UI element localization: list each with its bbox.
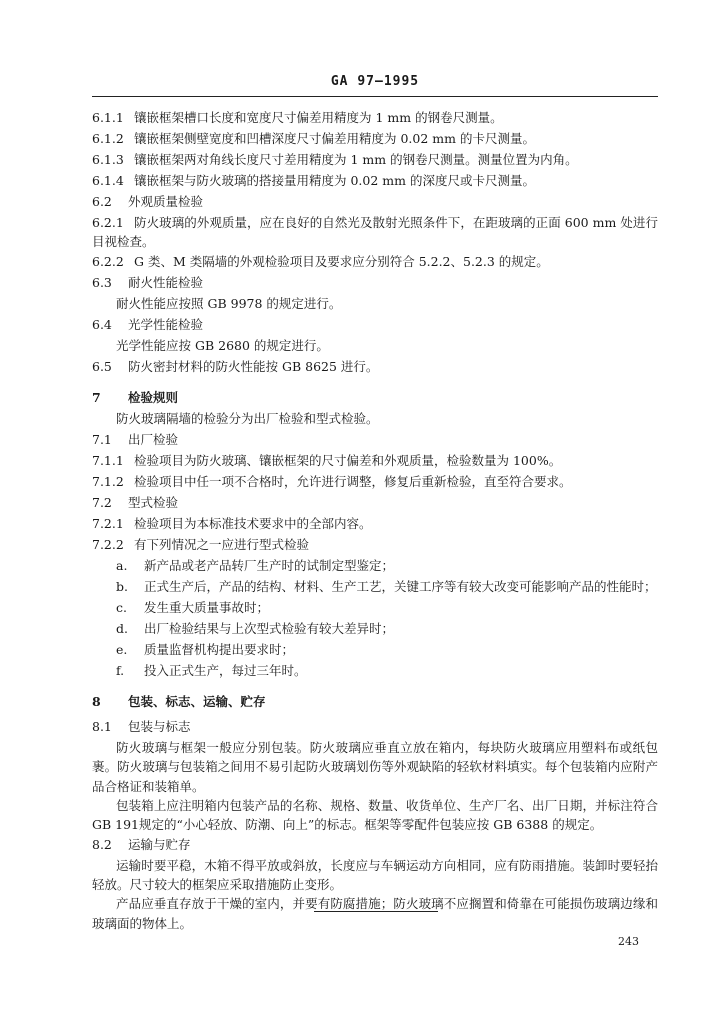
list-item-c: c. 发生重大质量事故时；: [116, 599, 270, 615]
clause-8-2-para-2: 产品应垂直存放于干燥的室内，并要有防腐措施；防火玻璃不应搁置和倚靠在可能损伤玻璃边缘和玻璃面的物体上。: [92, 896, 658, 931]
clause-7-1-1: 7.1.1 检验项目为防火玻璃、镶嵌框架的尺寸偏差和外观质量，检验数量为 100%。: [92, 452, 562, 468]
clause-6-1-4: 6.1.4 镶嵌框架与防火玻璃的搭接量用精度为 0.02 mm 的深度尺或卡尺测量。: [92, 173, 535, 188]
footer-rule: [314, 911, 438, 912]
list-item-d: d. 出厂检验结果与上次型式检验有较大差异时；: [116, 620, 395, 636]
list-item-e: e. 质量监督机构提出要求时；: [116, 641, 295, 657]
list-item-f: f. 投入正式生产，每过三年时。: [116, 662, 307, 678]
list-item-a: a. 新产品或老产品转厂生产时的试制定型鉴定；: [116, 557, 395, 573]
list-item-b: b. 正式生产后，产品的结构、材料、生产工艺，关键工序等有较大改变可能影响产品的性能时；: [116, 578, 657, 594]
clause-6-4-heading: 6.4 光学性能检验: [92, 316, 204, 332]
clause-7-1-heading: 7.1 出厂检验: [92, 431, 179, 447]
clause-8-1-para-1: 防火玻璃与框架一般应分别包装。防火玻璃应垂直立放在箱内，每块防火玻璃应用塑料布或纸包裹。防火玻璃与包装箱之间用不易引起防火玻璃划伤等外观缺陷的轻软材料填实。每个包装箱内应附产品合格证和装箱单。: [92, 739, 658, 794]
clause-8-1-para-2: 包装箱上应注明箱内包装产品的名称、规格、数量、收货单位、生产厂名、出厂日期，并标注符合 GB 191规定的“小心轻放、防潮、向上”的标志。框架等零配件包装应按 GB 6388 的规定。: [92, 797, 658, 833]
document-body: [92, 108, 658, 933]
clause-6-3-text: 耐火性能应按照 GB 9978 的规定进行。: [116, 295, 342, 311]
clause-6-5: 6.5 防火密封材料的防火性能按 GB 8625 进行。: [92, 358, 379, 374]
section-7-intro: 防火玻璃隔墙的检验分为出厂检验和型式检验。: [116, 410, 379, 426]
clause-6-2-heading: 6.2 外观质量检验: [92, 194, 204, 209]
page-number: 243: [618, 935, 639, 948]
section-8-heading: 8 包装、标志、运输、贮存: [92, 693, 266, 709]
document-header: GA 97—1995: [330, 74, 420, 89]
clause-7-1-2: 7.1.2 检验项目中任一项不合格时，允许进行调整，修复后重新检验，直至符合要求。: [92, 473, 572, 489]
clause-8-2-para-1: 运输时要平稳，木箱不得平放或斜放，长度应与车辆运动方向相同，应有防雨措施。装卸时要轻抬轻放。尺寸较大的框架应采取措施防止变形。: [92, 857, 658, 892]
clause-6-2-1: 6.2.1 防火玻璃的外观质量，应在良好的自然光及散射光照条件下，在距玻璃的正面 600 mm 处进行目视检查。: [92, 215, 658, 250]
clause-8-1-heading: 8.1 包装与标志: [92, 718, 191, 734]
clause-7-2-heading: 7.2 型式检验: [92, 494, 179, 510]
clause-8-2-heading: 8.2 运输与贮存: [92, 836, 191, 852]
clause-6-1-1: 6.1.1 镶嵌框架槽口长度和宽度尺寸偏差用精度为 1 mm 的钢卷尺测量。: [92, 110, 503, 125]
clause-6-1-3: 6.1.3 镶嵌框架两对角线长度尺寸差用精度为 1 mm 的钢卷尺测量。测量位置为内角。: [92, 152, 578, 167]
clause-6-2-2: 6.2.2 G 类、M 类隔墙的外观检验项目及要求应分别符合 5.2.2、5.2.3 的规定。: [92, 253, 549, 269]
clause-6-3-heading: 6.3 耐火性能检验: [92, 274, 204, 290]
header-rule: [92, 96, 658, 97]
clause-6-4-text: 光学性能应按 GB 2680 的规定进行。: [116, 337, 329, 353]
clause-7-2-2: 7.2.2 有下列情况之一应进行型式检验: [92, 536, 310, 552]
clause-7-2-1: 7.2.1 检验项目为本标准技术要求中的全部内容。: [92, 515, 372, 531]
section-7-heading: 7 检验规则: [92, 389, 179, 405]
clause-6-1-2: 6.1.2 镶嵌框架侧壁宽度和凹槽深度尺寸偏差用精度为 0.02 mm 的卡尺测量。: [92, 131, 535, 146]
